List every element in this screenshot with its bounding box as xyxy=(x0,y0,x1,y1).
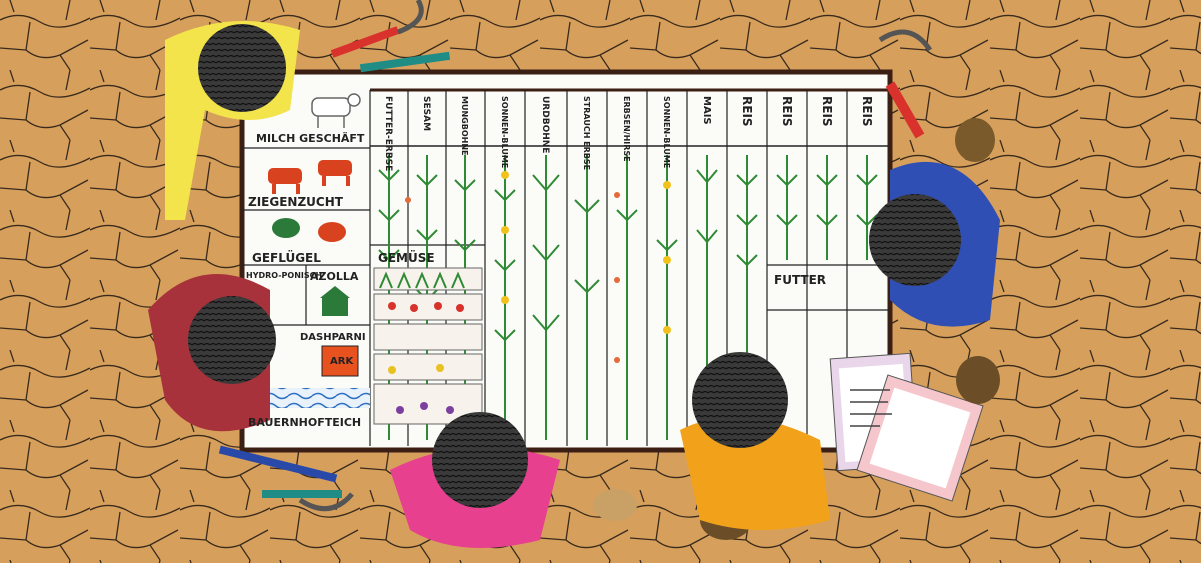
label-gefluegel: GEFLÜGEL xyxy=(252,251,321,265)
label-bauernhofteich: BAUERNHOFTEICH xyxy=(248,416,362,429)
label-ziegenzucht: ZIEGENZUCHT xyxy=(248,195,343,209)
label-reis-4: REIS xyxy=(860,96,874,127)
label-erbsen-hirse: ERBSEN/HIRSE xyxy=(622,96,631,162)
label-reis-3: REIS xyxy=(820,96,834,127)
label-azolla: AZOLLA xyxy=(310,270,359,283)
label-strauch-erbse: STRAUCH ERBSE xyxy=(582,96,591,171)
label-futtererbse: FUTTER-ERBSE xyxy=(383,96,393,172)
label-hydroponisch: HYDRO-PONISCH xyxy=(246,271,323,280)
label-gemuese: GEMÜSE xyxy=(378,251,435,265)
label-urdbohne: URDBOHNE xyxy=(540,96,550,154)
label-mungbohne: MUNGBOHNE xyxy=(460,96,469,156)
label-futter: FUTTER xyxy=(774,273,827,287)
label-ark: ARK xyxy=(330,356,354,367)
label-dashparni: DASHPARNI xyxy=(300,332,366,343)
label-reis-1: REIS xyxy=(740,96,754,127)
label-milch-geschaeft: MILCH GESCHÄFT xyxy=(256,132,365,145)
label-mais: MAIS xyxy=(701,96,712,125)
label-sonnenblume-1: SONNEN-BLUME xyxy=(500,96,509,169)
label-sonnenblume-2: SONNEN-BLUME xyxy=(662,96,671,169)
label-reis-2: REIS xyxy=(780,96,794,127)
label-sesam: SESAM xyxy=(421,96,431,132)
